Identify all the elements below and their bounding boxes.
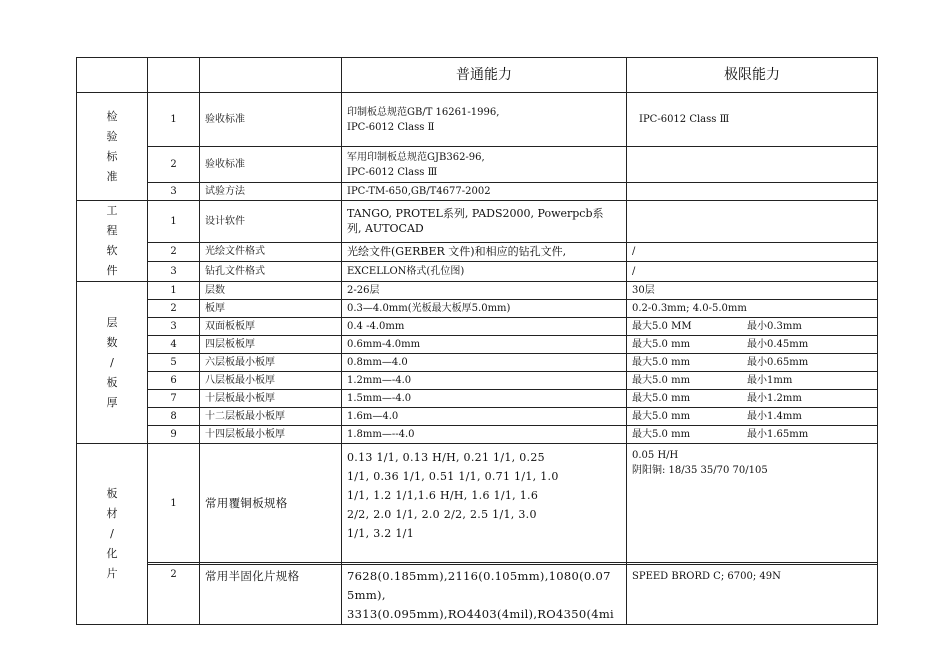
row-number: 1 (148, 201, 200, 243)
cell-line: / (632, 246, 636, 258)
limit-capability (627, 201, 878, 243)
limit-max: 0.2-0.3mm; 4.0-5.0mm (632, 303, 747, 314)
row-number: 2 (148, 300, 200, 318)
row-number: 4 (148, 336, 200, 354)
row-number: 7 (148, 390, 200, 408)
table-row (77, 242, 878, 262)
limit-min: 最小0.45mm (747, 339, 809, 350)
table-row (77, 318, 878, 336)
cell-line: 2/2, 2.0 1/1, 2.0 2/2, 2.5 1/1, 3.0 (347, 508, 537, 521)
limit-capability (627, 262, 878, 282)
table-row (77, 372, 878, 390)
limit-capability (627, 147, 878, 183)
row-number: 1 (148, 93, 200, 147)
normal-capability: 0.3—4.0mm(光板最大板厚5.0mm) (342, 300, 627, 318)
row-number: 1 (148, 444, 200, 563)
category-char: 化 (106, 547, 118, 560)
category-inspection (77, 93, 148, 201)
item-name: 十四层板最小板厚 (200, 426, 342, 444)
limit-capability (627, 408, 878, 426)
category-char: 软 (106, 244, 118, 257)
limit-max: 最大5.0 mm (632, 375, 691, 386)
item-name: 十二层板最小板厚 (200, 408, 342, 426)
normal-capability: 0.6mm-4.0mm (342, 336, 627, 354)
normal-capability (342, 565, 627, 625)
limit-min: 最小1.2mm (747, 393, 802, 404)
item-name: 验收标准 (200, 93, 342, 147)
limit-capability (627, 390, 878, 408)
normal-capability (342, 262, 627, 282)
row-number: 2 (148, 565, 200, 625)
category-char: 验 (106, 129, 118, 143)
category-engineering (77, 201, 148, 282)
cell-line: 3313(0.095mm),RO4403(4mil),RO4350(4mi (347, 607, 615, 621)
category-char: 片 (106, 567, 118, 580)
row-number: 3 (148, 262, 200, 282)
limit-max: 最大5.0 mm (632, 339, 691, 350)
category-char: / (110, 527, 114, 540)
normal-capability: 1.2mm—-4.0 (342, 372, 627, 390)
category-char: 数 (106, 335, 118, 349)
table-row (77, 183, 878, 201)
cell-line: 列, AUTOCAD (347, 222, 424, 236)
row-number: 6 (148, 372, 200, 390)
cell-line: SPEED BRORD C; 6700; 49N (632, 571, 781, 582)
table-row (77, 93, 878, 147)
limit-capability (627, 372, 878, 390)
item-name: 层数 (200, 282, 342, 300)
normal-capability: 1.8mm—--4.0 (342, 426, 627, 444)
normal-capability (342, 444, 627, 563)
limit-max: 最大5.0 MM (632, 321, 692, 332)
normal-capability (342, 183, 627, 201)
limit-capability (627, 354, 878, 372)
cell-line: / (632, 266, 636, 278)
limit-capability (627, 565, 878, 625)
limit-max: 最大5.0 mm (632, 429, 691, 440)
item-name: 试验方法 (200, 183, 342, 201)
limit-max: 最大5.0 mm (632, 357, 691, 368)
limit-capability (627, 336, 878, 354)
limit-capability (627, 300, 878, 318)
normal-capability (342, 201, 627, 243)
limit-capability (627, 282, 878, 300)
item-name: 八层板最小板厚 (200, 372, 342, 390)
category-char: 材 (106, 507, 118, 520)
table-row (77, 300, 878, 318)
row-number: 9 (148, 426, 200, 444)
cell-line: 7628(0.185mm),2116(0.105mm),1080(0.07 (347, 569, 611, 583)
limit-min: 最小1.4mm (747, 411, 802, 422)
category-char: 工 (106, 204, 118, 217)
cell-line: IPC-6012 Class Ⅲ (639, 114, 730, 125)
item-name: 常用覆铜板规格 (200, 444, 342, 563)
cell-line: IPC-6012 Class Ⅲ (347, 166, 438, 178)
row-number: 2 (148, 242, 200, 262)
normal-capability: 1.6m—4.0 (342, 408, 627, 426)
item-name: 验收标准 (200, 147, 342, 183)
limit-capability (627, 426, 878, 444)
normal-capability: 2-26层 (342, 282, 627, 300)
limit-max: 30层 (632, 285, 655, 296)
row-number: 3 (148, 318, 200, 336)
item-name: 六层板最小板厚 (200, 354, 342, 372)
cell-line: 0.13 1/1, 0.13 H/H, 0.21 1/1, 0.25 (347, 451, 545, 464)
limit-capability (627, 318, 878, 336)
table-row (77, 201, 878, 243)
normal-capability: 1.5mm—-4.0 (342, 390, 627, 408)
cell-line: 1/1, 3.2 1/1 (347, 527, 414, 540)
category-char: 层 (106, 315, 118, 329)
header-normal-capability: 普通能力 (342, 58, 627, 93)
row-number: 2 (148, 147, 200, 183)
cell-line: 阴阳铜: 18/35 35/70 70/105 (632, 465, 768, 476)
limit-min: 最小0.3mm (747, 321, 802, 332)
category-char: 板 (106, 375, 118, 389)
normal-capability: 0.4 -4.0mm (342, 318, 627, 336)
cell-line: IPC-TM-650,GB/T4677-2002 (347, 186, 491, 197)
header-blank (148, 58, 200, 93)
table-row (77, 408, 878, 426)
cell-line: 军用印制板总规范GJB362-96, (347, 151, 485, 163)
limit-max: 最大5.0 mm (632, 411, 691, 422)
row-number: 3 (148, 183, 200, 201)
cell-line: 5mm), (347, 588, 386, 602)
category-char: 程 (106, 224, 118, 237)
normal-capability (342, 93, 627, 147)
header-row (77, 58, 878, 93)
header-limit-capability: 极限能力 (627, 58, 878, 93)
category-char: / (110, 355, 114, 369)
item-name: 双面板板厚 (200, 318, 342, 336)
cell-line: 0.05 H/H (632, 450, 679, 461)
row-number: 8 (148, 408, 200, 426)
item-name: 十层板最小板厚 (200, 390, 342, 408)
row-number: 1 (148, 282, 200, 300)
cell-line: IPC-6012 Class Ⅱ (347, 121, 435, 133)
cell-line: 1/1, 0.36 1/1, 0.51 1/1, 0.71 1/1, 1.0 (347, 470, 559, 483)
cell-line: 光绘文件(GERBER 文件)和相应的钻孔文件, (347, 245, 567, 259)
limit-capability (627, 242, 878, 262)
item-name: 常用半固化片规格 (200, 565, 342, 625)
limit-min: 最小1.65mm (747, 429, 809, 440)
table-row (77, 262, 878, 282)
limit-max: 最大5.0 mm (632, 393, 691, 404)
limit-capability (627, 183, 878, 201)
normal-capability (342, 147, 627, 183)
cell-line: 1/1, 1.2 1/1,1.6 H/H, 1.6 1/1, 1.6 (347, 489, 539, 502)
table-row (77, 444, 878, 563)
item-name: 四层板板厚 (200, 336, 342, 354)
limit-min: 最小1mm (747, 375, 793, 386)
table-row (77, 147, 878, 183)
capability-table (76, 57, 878, 625)
item-name: 板厚 (200, 300, 342, 318)
item-name: 设计软件 (200, 201, 342, 243)
category-char: 检 (106, 109, 118, 123)
category-char: 件 (106, 264, 118, 277)
limit-capability (627, 444, 878, 563)
table-row (77, 426, 878, 444)
header-blank (77, 58, 148, 93)
category-layers (77, 282, 148, 444)
category-materials (77, 444, 148, 625)
category-char: 标 (106, 149, 118, 163)
item-name: 钻孔文件格式 (200, 262, 342, 282)
cell-line: TANGO, PROTEL系列, PADS2000, Powerpcb系 (347, 207, 604, 221)
table-row (77, 282, 878, 300)
row-number: 5 (148, 354, 200, 372)
table-row (77, 565, 878, 625)
normal-capability: 0.8mm—4.0 (342, 354, 627, 372)
header-blank (200, 58, 342, 93)
category-char: 准 (106, 169, 118, 183)
limit-capability (627, 93, 878, 147)
category-char: 厚 (106, 395, 118, 409)
item-name: 光绘文件格式 (200, 242, 342, 262)
normal-capability (342, 242, 627, 262)
table-row (77, 354, 878, 372)
category-char: 板 (106, 487, 118, 500)
table-row (77, 390, 878, 408)
limit-min: 最小0.65mm (747, 357, 809, 368)
cell-line: EXCELLON格式(孔位图) (347, 266, 465, 278)
table-row (77, 336, 878, 354)
cell-line: 印制板总规范GB/T 16261-1996, (347, 106, 500, 118)
